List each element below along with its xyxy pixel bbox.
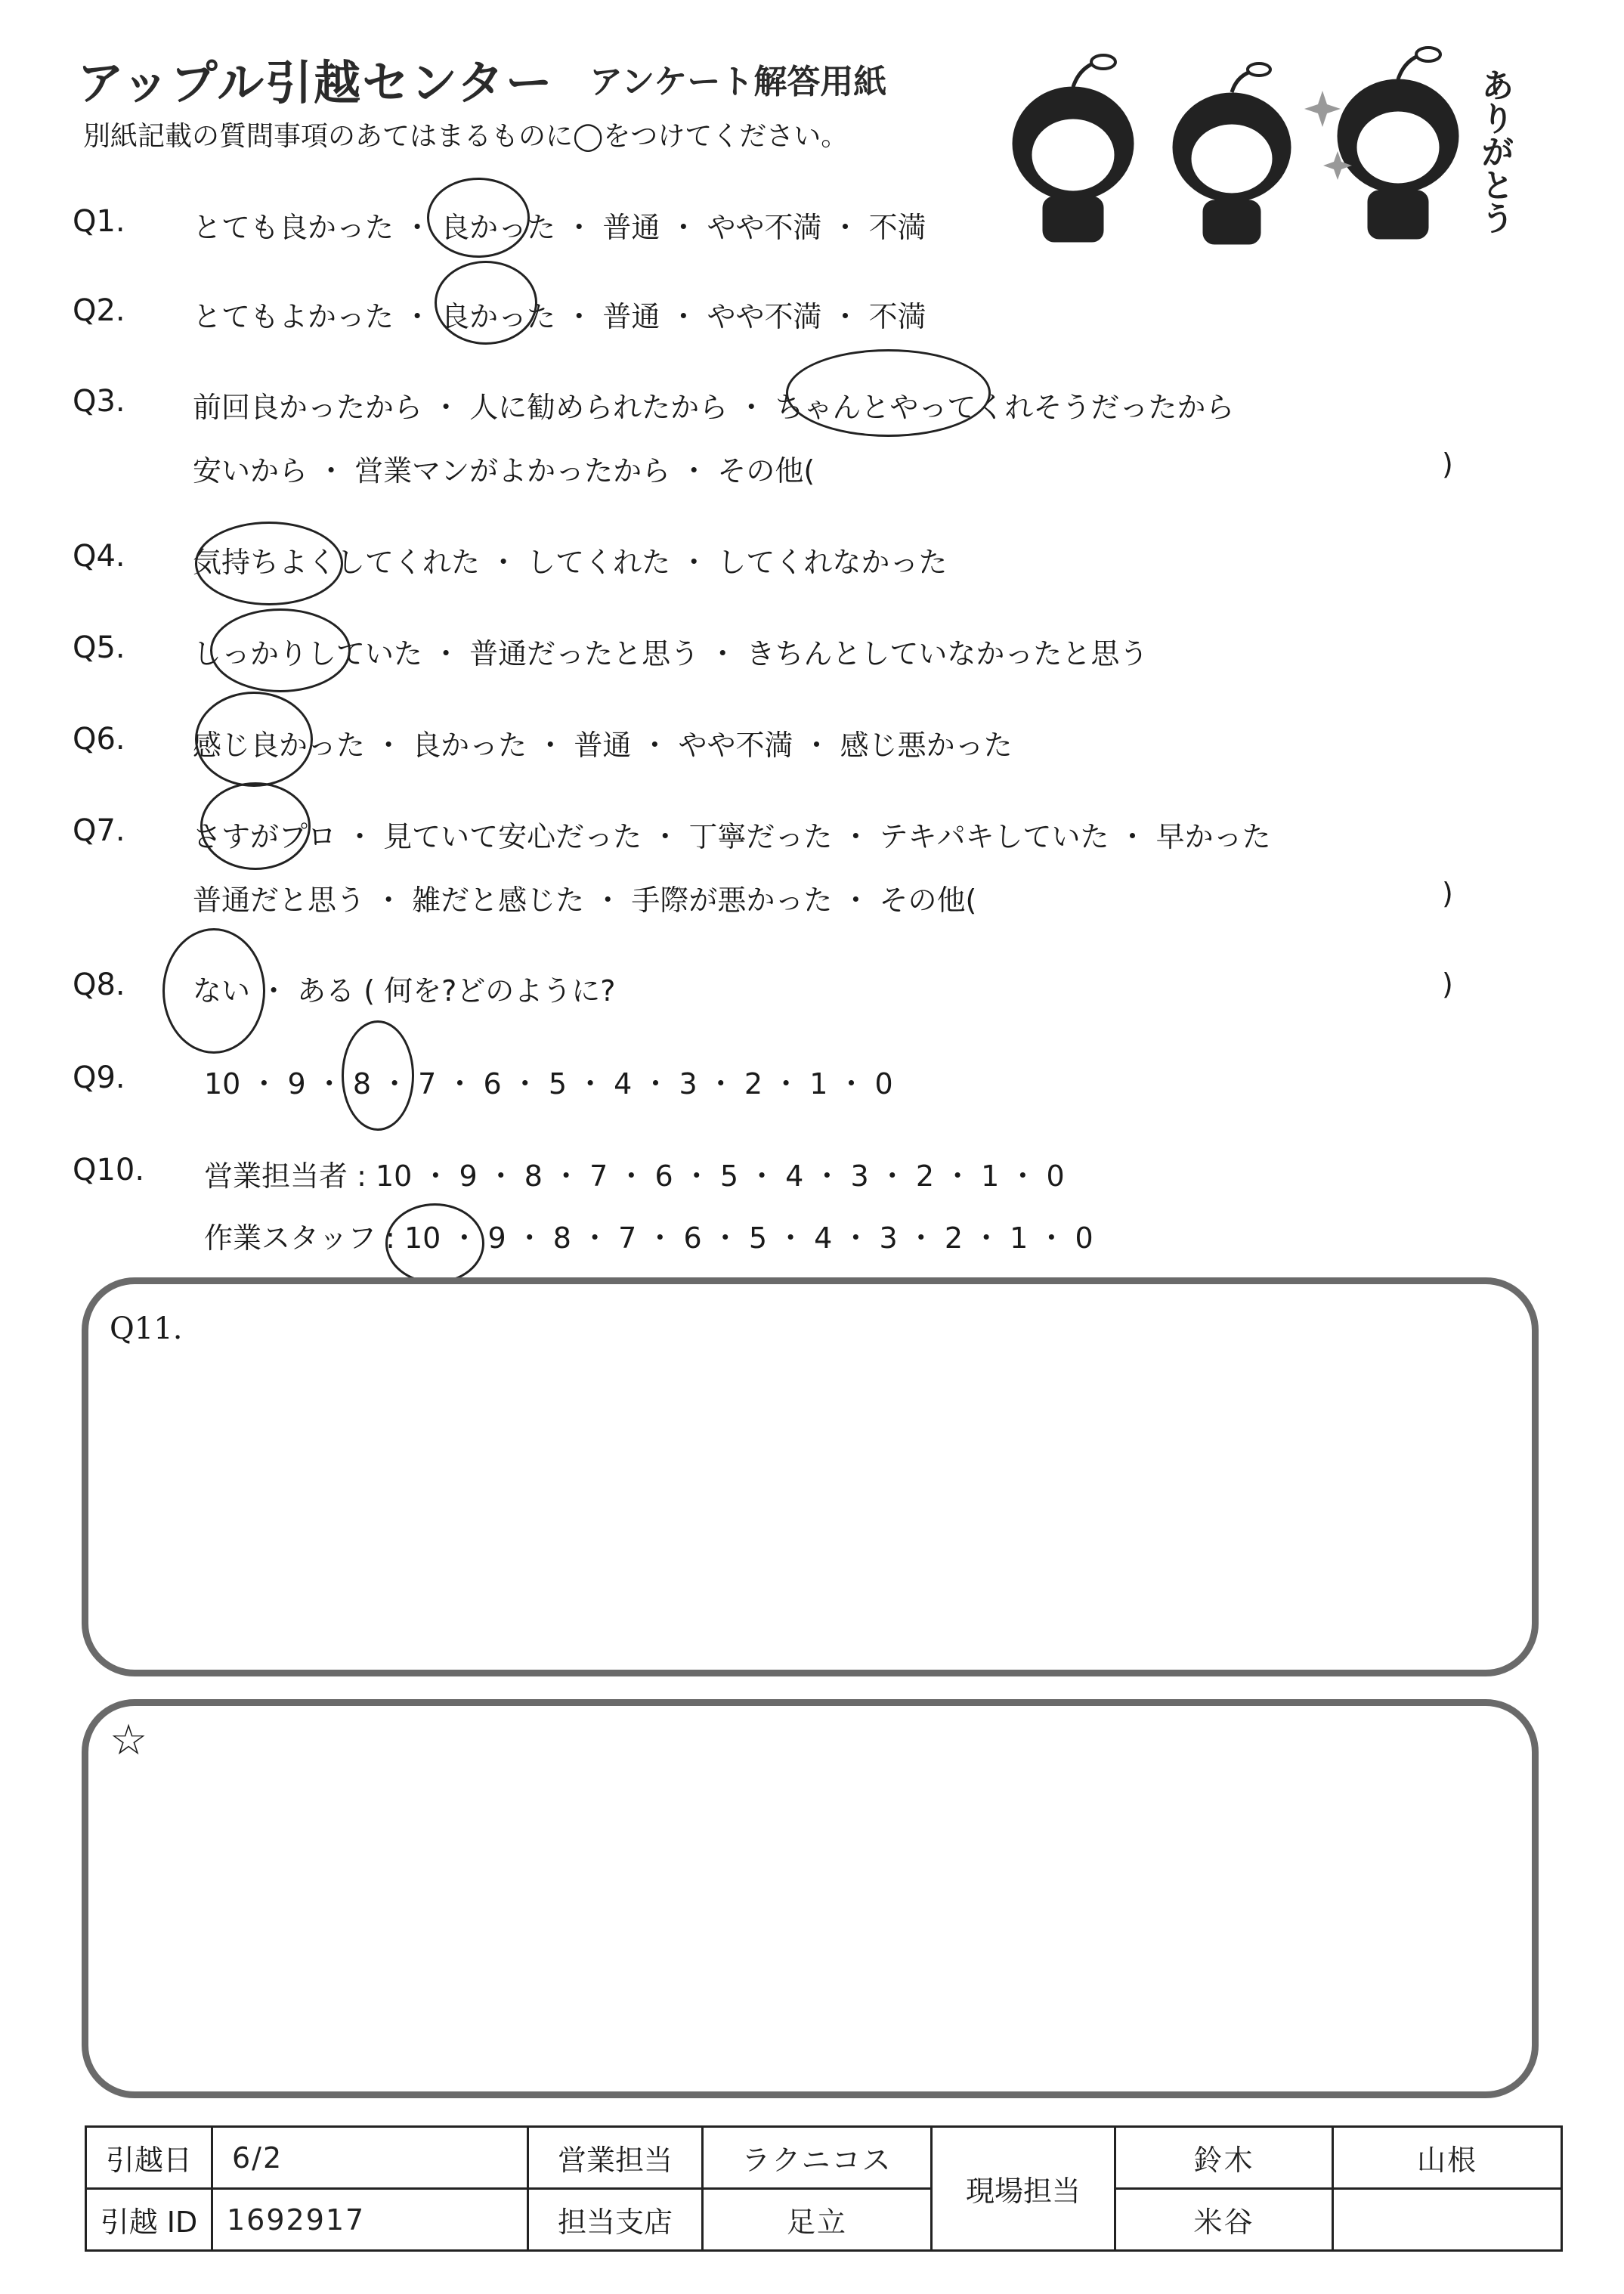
q3-options-line2: 安いから ・ 営業マンがよかったから ・ その他( xyxy=(193,454,815,488)
sales-label: 営業担当 xyxy=(528,2127,703,2189)
q4-options: 気持ちよくしてくれた ・ してくれた ・ してくれなかった xyxy=(193,546,948,579)
question-label: Q3. xyxy=(73,384,125,419)
form-title: アンケート解答用紙 xyxy=(589,63,887,101)
q6-options: 感じ良かった ・ 良かった ・ 普通 ・ やや不満 ・ 感じ悪かった xyxy=(193,729,1013,762)
question-label: Q9. xyxy=(73,1060,125,1095)
answer-circle xyxy=(385,1203,484,1283)
close-paren: ) xyxy=(1442,447,1453,481)
answer-circle xyxy=(162,928,265,1054)
mascot-illustration xyxy=(990,45,1519,249)
close-paren: ) xyxy=(1442,967,1453,1001)
question-label: Q8. xyxy=(73,967,125,1002)
q3-options-line1: 前回良かったから ・ 人に勧められたから ・ ちゃんとやってくれそうだったから xyxy=(193,391,1235,424)
answer-circle xyxy=(342,1020,414,1131)
q11-label: Q11. xyxy=(110,1311,183,1346)
q2-options: とてもよかった ・ 良かった ・ 普通 ・ やや不満 ・ 不満 xyxy=(193,300,926,333)
q5-options: しっかりしていた ・ 普通だったと思う ・ きちんとしていなかったと思う xyxy=(193,637,1149,670)
question-label: Q5. xyxy=(73,630,125,665)
site-staff-3: 米谷 xyxy=(1115,2189,1333,2251)
q8-options: ない ・ ある ( 何を?どのように? xyxy=(193,974,616,1008)
site-staff-1: 鈴木 xyxy=(1115,2127,1333,2189)
q7-options-line1: さすがプロ ・ 見ていて安心だった ・ 丁寧だった ・ テキパキしていた ・ 早かった xyxy=(193,820,1271,853)
question-label: Q7. xyxy=(73,813,125,848)
answer-circle xyxy=(210,608,351,692)
site-staff-4 xyxy=(1333,2189,1562,2251)
answer-circle xyxy=(786,349,991,437)
move-id-value: 1692917 xyxy=(212,2189,528,2251)
branch-label: 担当支店 xyxy=(528,2189,703,2251)
site-staff-2: 山根 xyxy=(1333,2127,1562,2189)
q7-options-line2: 普通だと思う ・ 雑だと感じた ・ 手際が悪かった ・ その他( xyxy=(193,884,977,917)
q10-sales-scale: 営業担当者 : 10 ・ 9 ・ 8 ・ 7 ・ 6 ・ 5 ・ 4 ・ 3 ・ 2 ・ 1 ・ 0 xyxy=(204,1159,1065,1193)
q11-comment-box[interactable] xyxy=(82,1277,1539,1676)
site-label: 現場担当 xyxy=(932,2127,1115,2251)
mascot-thanks-text: ありがとう xyxy=(1475,68,1514,234)
move-date-label: 引越日 xyxy=(86,2127,212,2189)
answer-circle xyxy=(435,261,537,345)
branch-value: 足立 xyxy=(703,2189,932,2251)
question-label: Q6. xyxy=(73,722,125,757)
question-label: Q1. xyxy=(73,204,125,239)
q1-options: とても良かった ・ 良かった ・ 普通 ・ やや不満 ・ 不満 xyxy=(193,211,926,244)
answer-circle xyxy=(200,782,311,870)
question-label: Q4. xyxy=(73,539,125,574)
footer-table xyxy=(85,2125,1563,2252)
q9-scale: 10 ・ 9 ・ 8 ・ 7 ・ 6 ・ 5 ・ 4 ・ 3 ・ 2 ・ 1 ・ 0 xyxy=(204,1067,893,1101)
answer-circle xyxy=(195,692,313,787)
close-paren: ) xyxy=(1442,877,1453,910)
sales-value: ラクニコス xyxy=(703,2127,932,2189)
q10-staff-scale: 作業スタッフ : 10 ・ 9 ・ 8 ・ 7 ・ 6 ・ 5 ・ 4 ・ 3 ・ 2 ・ 1 ・ 0 xyxy=(204,1221,1093,1255)
move-id-label: 引越 ID xyxy=(86,2189,212,2251)
company-title: アップル引越センター xyxy=(77,55,554,110)
question-label: Q10. xyxy=(73,1153,145,1187)
question-label: Q2. xyxy=(73,293,125,328)
move-date-value: 6/2 xyxy=(212,2127,528,2189)
star-label: ☆ xyxy=(110,1716,148,1765)
instruction-text: 別紙記載の質問事項のあてはまるものに◯をつけてください。 xyxy=(83,121,849,152)
answer-circle xyxy=(195,522,343,605)
answer-circle xyxy=(427,178,530,258)
star-comment-box[interactable] xyxy=(82,1699,1539,2098)
